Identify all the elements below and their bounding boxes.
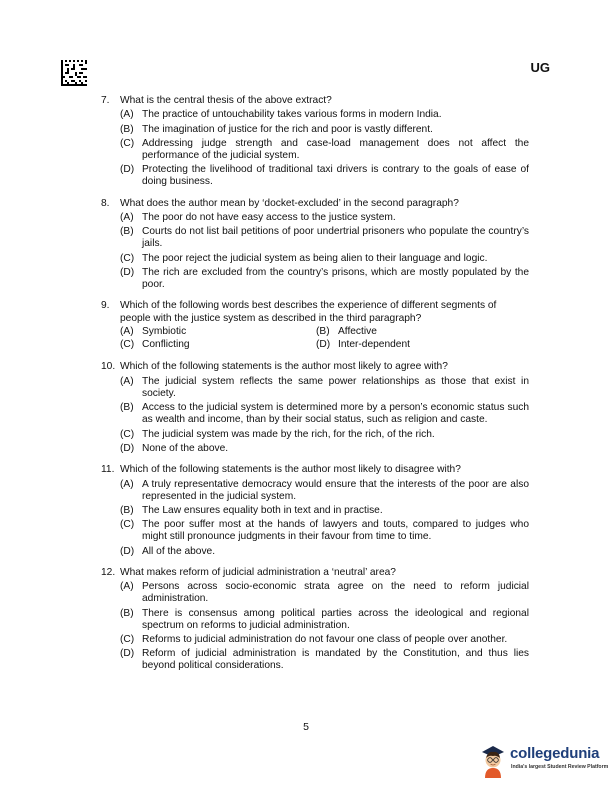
option-label: (D)	[316, 339, 331, 351]
option-label: (B)	[120, 402, 134, 414]
option-label: (A)	[120, 478, 134, 490]
option-label: (C)	[120, 519, 135, 531]
option-text: The imagination of justice for the rich and poor is vastly different.	[142, 123, 433, 135]
option-label: (D)	[120, 442, 135, 454]
paper-code: UG	[530, 60, 550, 75]
option-text: The Law ensures equality both in text and in practise.	[142, 504, 383, 516]
option-a	[120, 212, 529, 224]
option-d	[120, 267, 529, 291]
question-text: What makes reform of judicial administration a ‘neutral’ area?	[120, 566, 396, 578]
option-a	[120, 581, 529, 605]
option-label: (B)	[316, 326, 330, 338]
option-text: The practice of untouchability takes various forms in modern India.	[142, 109, 442, 121]
option-label: (B)	[120, 226, 134, 238]
option-b	[120, 226, 529, 250]
option-text: Symbiotic	[142, 326, 187, 338]
option-text: Inter-dependent	[338, 339, 410, 351]
collegedunia-logo	[478, 740, 608, 780]
option-c	[120, 429, 529, 441]
option-c	[120, 253, 529, 265]
question-12	[101, 567, 529, 673]
option-label: (B)	[120, 504, 134, 516]
option-text: The poor do not have easy access to the justice system.	[142, 212, 396, 224]
question-text: What is the central thesis of the above extract?	[120, 95, 332, 106]
question-8	[101, 198, 529, 292]
option-c	[120, 138, 529, 162]
option-d	[120, 546, 529, 558]
option-label: (D)	[120, 545, 135, 557]
option-text: Conflicting	[142, 339, 190, 351]
option-a	[120, 479, 529, 503]
option-text: Access to the judicial system is determined more by a person’s economic status such as wealth and income, than by their social status, such as religion and caste.	[142, 402, 529, 426]
option-text: All of the above.	[142, 545, 216, 557]
page-number: 5	[303, 721, 309, 733]
option-label: (B)	[120, 607, 134, 619]
option-label: (D)	[120, 164, 135, 176]
question-text: Which of the following statements is the author most likely to disagree with?	[120, 464, 461, 476]
option-b	[120, 505, 529, 517]
question-number: 9.	[101, 300, 110, 312]
option-text: Addressing judge strength and case-load management does not affect the performance of the judicial system.	[142, 137, 529, 162]
option-d	[120, 443, 529, 455]
option-label: (C)	[120, 428, 135, 440]
brand-tagline: India's largest Student Review Platform	[511, 764, 609, 770]
option-a	[120, 109, 529, 121]
option-d	[120, 164, 529, 188]
question-number: 11.	[101, 464, 115, 476]
question-10	[101, 361, 529, 455]
option-text: Affective	[338, 326, 377, 338]
question-text: What does the author mean by ‘docket-excluded’ in the second paragraph?	[120, 197, 459, 209]
option-c	[120, 339, 316, 351]
option-a	[120, 326, 316, 338]
option-label: (A)	[120, 109, 134, 121]
option-label: (C)	[120, 633, 135, 645]
question-number: 10.	[101, 361, 116, 373]
question-9	[101, 300, 529, 352]
option-a	[120, 376, 529, 400]
question-text: Which of the following words best describes the experience of different segments of people with the justice system as described in the third paragraph?	[120, 300, 497, 324]
option-text: None of the above.	[142, 442, 229, 454]
option-b	[120, 124, 529, 136]
option-text: Reform of judicial administration is mandated by the Constitution, and thus lies beyond political considerations.	[142, 648, 529, 672]
option-text: A truly representative democracy would ensure that the interests of the poor are also represented in the judicial system.	[142, 478, 529, 502]
option-label: (C)	[120, 137, 135, 149]
option-text: The poor reject the judicial system as being alien to their language and logic.	[142, 252, 488, 264]
option-text: Reforms to judicial administration do not favour one class of people over another.	[142, 633, 508, 645]
question-text: Which of the following statements is the author most likely to agree with?	[120, 361, 448, 373]
qr-code	[61, 60, 87, 86]
question-11	[101, 464, 529, 558]
question-number: 7.	[101, 95, 110, 106]
option-text: Courts do not list bail petitions of poor undertrial prisoners who populate the country’s jails.	[142, 226, 529, 250]
option-c	[120, 519, 529, 543]
question-number: 12.	[101, 566, 116, 578]
option-label: (D)	[120, 648, 135, 660]
option-text: Protecting the livelihood of traditional taxi drivers is contrary to the goals of ease of doing business.	[142, 164, 529, 188]
question-7	[101, 95, 529, 189]
option-text: The rich are excluded from the country’s prisons, which are mostly populated by the poor.	[142, 266, 529, 291]
option-d	[120, 648, 529, 672]
option-d	[316, 339, 529, 351]
option-text: Persons across socio-economic strata agree on the need to reform judicial administration.	[142, 581, 529, 605]
option-label: (A)	[120, 326, 134, 338]
brand-name: collegedunia	[510, 745, 600, 762]
option-text: The judicial system reflects the same power relationships as those that exist in society.	[142, 375, 529, 400]
option-c	[120, 634, 529, 646]
student-mascot-icon	[478, 740, 508, 780]
question-number: 8.	[101, 197, 110, 209]
option-b	[120, 402, 529, 426]
question-list	[101, 95, 529, 682]
option-text: The poor suffer most at the hands of lawyers and touts, compared to judges who might still pronounce judgments in their favour from time to time.	[142, 519, 529, 543]
option-b	[316, 326, 529, 338]
option-label: (C)	[120, 252, 135, 264]
option-label: (D)	[120, 266, 135, 278]
option-label: (C)	[120, 339, 135, 351]
option-label: (B)	[120, 123, 134, 135]
option-label: (A)	[120, 581, 134, 593]
option-text: The judicial system was made by the rich, for the rich, of the rich.	[142, 428, 435, 440]
option-label: (A)	[120, 375, 134, 387]
option-b	[120, 608, 529, 632]
option-text: There is consensus among political parties across the ideological and regional spectrum on reforms to judicial administration.	[142, 607, 529, 631]
option-label: (A)	[120, 212, 134, 224]
